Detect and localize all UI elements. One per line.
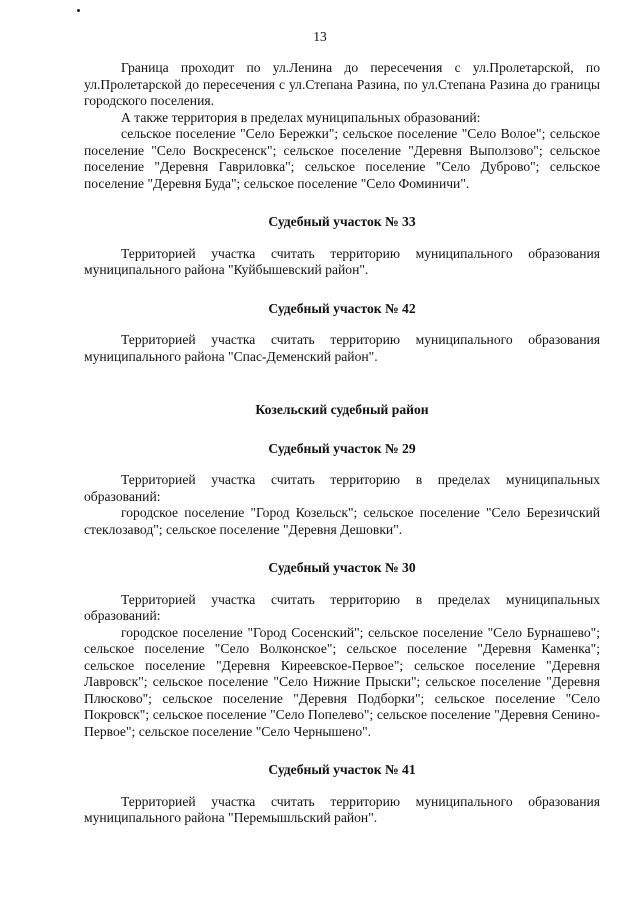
document-body	[84, 60, 600, 827]
section-text-41: Территорией участка считать территорию муниципального образования муниципального района "Перемышльский район".	[84, 793, 600, 825]
settlements-list: сельское поселение "Село Бережки"; сельское поселение "Село Волое"; сельское поселение "Село Воскресенск"; сельское поселение "Деревня Выползово"; сельское поселение "Деревня Гавриловка"; сельское поселение "Село Дуброво"; сельское поселение "Деревня Буда"; сельское поселение "Село Фоминичи".	[84, 126, 600, 191]
section-title-33: Судебный участок № 33	[268, 214, 416, 229]
section-list-29: городское поселение "Город Козельск"; сельское поселение "Село Березичский стеклозавод"; сельское поселение "Деревня Дешовки".	[84, 505, 600, 537]
territory-intro: А также территория в пределах муниципальных образований:	[121, 109, 481, 125]
section-list-30: городское поселение "Город Сосенский"; сельское поселение "Село Бурнашево"; сельское поселение "Село Волконское"; сельское поселение "Деревня Каменка"; сельское поселение "Деревня Киреевское-Первое"; сельское поселение "Деревня Лавровск"; сельское поселение "Село Нижние Прыски"; сельское поселение "Деревня Плюсково"; сельское поселение "Деревня Подборки"; сельское поселение "Село Покровск"; сельское поселение "Село Попелево"; сельское поселение "Деревня Сенино-Первое"; сельское поселение "Село Чернышено".	[84, 624, 600, 739]
district-title: Козельский судебный район	[255, 402, 429, 417]
section-title-29: Судебный участок № 29	[268, 440, 416, 456]
section-title-42: Судебный участок № 42	[268, 300, 416, 316]
page-number: 13	[313, 29, 327, 44]
section-title-30: Судебный участок № 30	[268, 560, 416, 575]
boundary-paragraph: Граница проходит по ул.Ленина до пересечения с ул.Пролетарской, по ул.Пролетарской до пересечения с ул.Степана Разина, по ул.Степана Разина до границы городского поселения.	[84, 60, 600, 108]
section-text-29: Территорией участка считать территорию в пределах муниципальных образований:	[84, 472, 600, 504]
section-title-41: Судебный участок № 41	[268, 762, 416, 777]
section-text-30: Территорией участка считать территорию в пределах муниципальных образований:	[84, 591, 600, 623]
section-text-33: Территорией участка считать территорию муниципального образования муниципального района "Куйбышевский район".	[84, 245, 600, 277]
section-text-42: Территорией участка считать территорию муниципального образования муниципального района "Спас-Деменский район".	[84, 332, 600, 364]
scan-dot	[77, 9, 80, 12]
